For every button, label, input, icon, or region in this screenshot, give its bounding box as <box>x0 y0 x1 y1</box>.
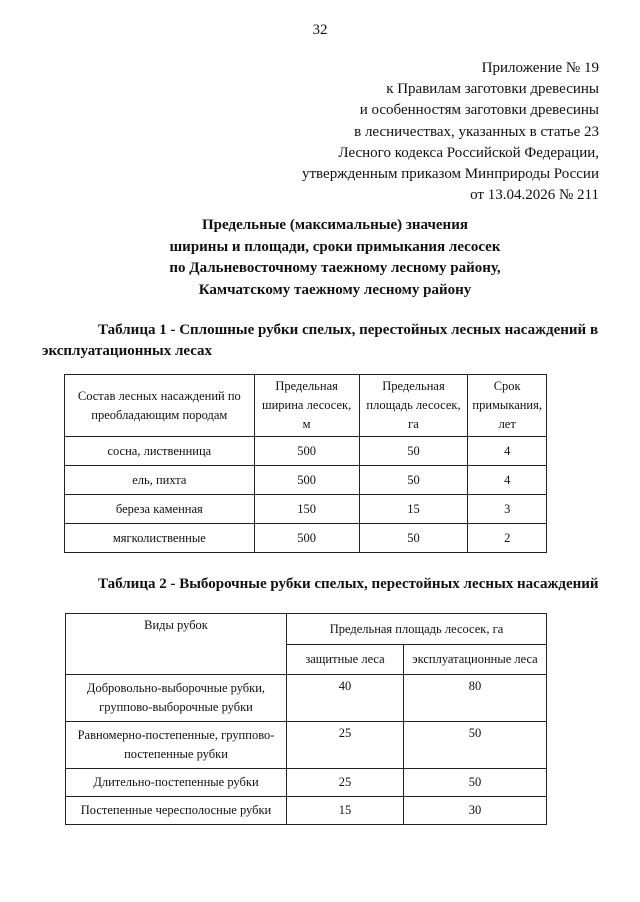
table-cell: 50 <box>404 722 547 769</box>
title-line: по Дальневосточному таежному лесному району, <box>169 260 501 276</box>
appendix-line: к Правилам заготовки древесины <box>386 81 599 98</box>
table-cell: 80 <box>404 675 547 722</box>
page-number: 32 <box>312 22 328 38</box>
table-row <box>66 675 547 722</box>
column-header: эксплуатационные леса <box>404 645 547 675</box>
table-cell: 3 <box>468 495 547 524</box>
title-line: ширины и площади, сроки примыкания лесосек <box>169 238 501 255</box>
table-cell: мягколиственные <box>65 524 255 553</box>
table-cell: 50 <box>359 466 468 495</box>
appendix-line: Приложение № 19 <box>481 60 599 76</box>
document-title <box>0 215 640 301</box>
title-line: Предельные (максимальные) значения <box>202 217 468 233</box>
table-cell: 4 <box>468 466 547 495</box>
table-cell: 25 <box>287 769 404 797</box>
table-cell: Постепенные чересполосные рубки <box>66 797 287 825</box>
column-header: Предельная ширина лесосек, м <box>254 375 359 437</box>
table1-heading: Таблица 1 - Сплошные рубки спелых, перестойных лесных насаждений в эксплуатационных лесах <box>42 322 599 359</box>
clear-cutting-table <box>64 374 547 553</box>
table-cell: ель, пихта <box>65 466 255 495</box>
column-header: Виды рубок <box>66 614 287 675</box>
table-cell: 15 <box>359 495 468 524</box>
table-cell: 500 <box>254 437 359 466</box>
appendix-line: утвержденным приказом Минприроды России <box>302 166 599 183</box>
appendix-line: в лесничествах, указанных в статье 23 <box>354 123 599 140</box>
table-header-row <box>66 614 547 645</box>
table-row <box>65 495 547 524</box>
table-cell: Добровольно-выборочные рубки, группово-выборочные рубки <box>66 675 287 722</box>
title-line: Камчатскому таежному лесному району <box>198 281 472 298</box>
table-cell: 25 <box>287 722 404 769</box>
table-cell: 4 <box>468 437 547 466</box>
table-cell: Длительно-постепенные рубки <box>66 769 287 797</box>
appendix-line: и особенностям заготовки древесины <box>359 102 599 119</box>
table-header-row <box>65 375 547 437</box>
column-header: Срок примыкания, лет <box>468 375 547 437</box>
column-header: Состав лесных насаждений по преобладающим породам <box>65 375 255 437</box>
table-row <box>66 722 547 769</box>
column-header: Предельная площадь лесосек, га <box>359 375 468 437</box>
table-cell: 50 <box>359 437 468 466</box>
table-cell: 15 <box>287 797 404 825</box>
table-cell: 40 <box>287 675 404 722</box>
table-cell: 50 <box>404 769 547 797</box>
table-cell: 50 <box>359 524 468 553</box>
appendix-line: от 13.04.2026 № 211 <box>470 187 599 204</box>
table-cell: Равномерно-постепенные, группово-постепенные рубки <box>66 722 287 769</box>
table-cell: 30 <box>404 797 547 825</box>
column-header: защитные леса <box>287 645 404 675</box>
table-cell: 500 <box>254 524 359 553</box>
table-cell: 2 <box>468 524 547 553</box>
column-header: Предельная площадь лесосек, га <box>287 614 547 645</box>
table-cell: 500 <box>254 466 359 495</box>
table-row <box>65 466 547 495</box>
appendix-line: Лесного кодекса Российской Федерации, <box>338 144 599 161</box>
selective-cutting-table <box>65 613 547 825</box>
table2-heading: Таблица 2 - Выборочные рубки спелых, перестойных лесных насаждений <box>98 576 599 592</box>
table-cell: 150 <box>254 495 359 524</box>
appendix-block <box>302 58 599 206</box>
table-cell: береза каменная <box>65 495 255 524</box>
table-row <box>66 769 547 797</box>
table-row <box>65 437 547 466</box>
table-row <box>66 797 547 825</box>
table-row <box>65 524 547 553</box>
table-cell: сосна, лиственница <box>65 437 255 466</box>
